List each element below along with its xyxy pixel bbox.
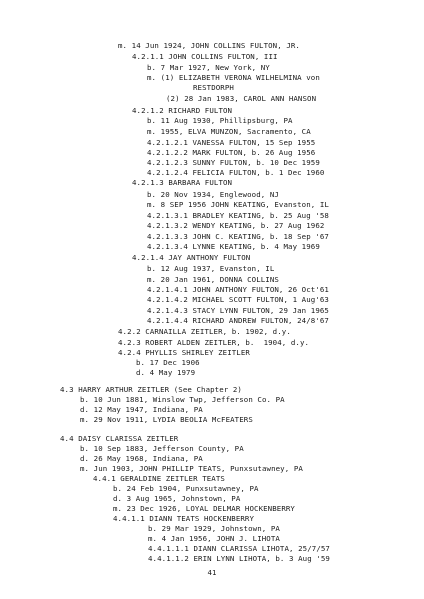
text-line: 4.2.1.2.3 SUNNY FULTON, b. 10 Dec 1959 [147, 158, 320, 167]
text-line: 4.4.1 GERALDINE ZEITLER TEATS [93, 474, 225, 483]
text-line: m. Jun 1903, JOHN PHILLIP TEATS, Punxsutawney, PA [80, 464, 303, 473]
text-line: b. 12 Aug 1937, Evanston, IL [147, 264, 275, 273]
text-line: d. 3 Aug 1965, Johnstown, PA [113, 494, 241, 503]
text-line: 4.2.1.4.1 JOHN ANTHONY FULTON, 26 Oct'61 [147, 285, 329, 294]
text-line: b. 24 Feb 1904, Punxsutawney, PA [113, 484, 259, 493]
page-number: 41 [207, 568, 217, 577]
text-line: m. 1955, ELVA MUNZON, Sacramento, CA [147, 127, 311, 136]
text-line: 4.2.1.4 JAY ANTHONY FULTON [132, 253, 251, 262]
text-line: m. 8 SEP 1956 JOHN KEATING, Evanston, IL [147, 200, 329, 209]
text-line: (2) 28 Jan 1983, CAROL ANN HANSON [166, 94, 317, 103]
text-line: 4.2.1.2.2 MARK FULTON, b. 26 Aug 1956 [147, 148, 316, 157]
text-line: b. 29 Mar 1929, Johnstown, PA [148, 524, 280, 533]
text-line: 4.2.1.3.4 LYNNE KEATING, b. 4 May 1969 [147, 242, 320, 251]
text-line: b. 11 Aug 1930, Phillipsburg, PA [147, 116, 293, 125]
text-line: 4.4.1.1 DIANN TEATS HOCKENBERRY [113, 514, 255, 523]
text-line: 4.4 DAISY CLARISSA ZEITLER [60, 434, 179, 443]
text-line: m. 4 Jan 1956, JOHN J. LIHOTA [148, 534, 280, 543]
text-line: 4.2.4 PHYLLIS SHIRLEY ZEITLER [118, 348, 250, 357]
text-line: 4.4.1.1.2 ERIN LYNN LIHOTA, b. 3 Aug '59 [148, 554, 330, 563]
text-line: 4.2.1.3.3 JOHN C. KEATING, b. 18 Sep '67 [147, 232, 329, 241]
text-line: m. 14 Jun 1924, JOHN COLLINS FULTON, JR. [118, 41, 300, 50]
text-line: 4.2.1.3.2 WENDY KEATING, b. 27 Aug 1962 [147, 221, 325, 230]
text-line: 4.2.1.4.2 MICHAEL SCOTT FULTON, 1 Aug'63 [147, 295, 329, 304]
text-line: m. 20 Jan 1961, DONNA COLLINS [147, 275, 279, 284]
text-line: m. (1) ELIZABETH VERONA WILHELMINA von [147, 73, 320, 82]
text-line: m. 23 Dec 1926, LOYAL DELMAR HOCKENBERRY [113, 504, 295, 513]
text-line: RESTDORPH [193, 83, 234, 92]
text-line: b. 10 Sep 1883, Jefferson County, PA [80, 444, 244, 453]
text-line: b. 10 Jun 1881, Winslow Twp, Jefferson Co. PA [80, 395, 285, 404]
text-line: 4.3 HARRY ARTHUR ZEITLER (See Chapter 2) [60, 385, 242, 394]
text-line: 4.2.1.1 JOHN COLLINS FULTON, III [132, 52, 278, 61]
text-line: d. 26 May 1968, Indiana, PA [80, 454, 203, 463]
text-line: 4.2.1.2 RICHARD FULTON [132, 106, 233, 115]
text-line: m. 29 Nov 1911, LYDIA BEOLIA McFEATERS [80, 415, 253, 424]
text-line: 4.2.1.3 BARBARA FULTON [132, 178, 233, 187]
text-line: 4.2.1.2.1 VANESSA FULTON, 15 Sep 1955 [147, 138, 316, 147]
text-line: b. 17 Dec 1906 [136, 358, 200, 367]
text-line: 4.2.3 ROBERT ALDEN ZEITLER, b. 1904, d.y. [118, 338, 310, 347]
text-line: 4.2.1.3.1 BRADLEY KEATING, b. 25 Aug '58 [147, 211, 329, 220]
text-line: d. 4 May 1979 [136, 368, 196, 377]
text-line: 4.2.1.2.4 FELICIA FULTON, b. 1 Dec 1960 [147, 168, 325, 177]
text-line: d. 12 May 1947, Indiana, PA [80, 405, 203, 414]
text-line: 4.4.1.1.1 DIANN CLARISSA LIHOTA, 25/7/57 [148, 544, 330, 553]
text-line: 4.2.1.4.4 RICHARD ANDREW FULTON, 24/8'67 [147, 316, 329, 325]
text-line: b. 7 Mar 1927, New York, NY [147, 63, 270, 72]
text-line: b. 20 Nov 1934, Englewood, NJ [147, 190, 279, 199]
text-line: 4.2.1.4.3 STACY LYNN FULTON, 29 Jan 1965 [147, 306, 329, 315]
text-line: 4.2.2 CARNAILLA ZEITLER, b. 1902, d.y. [118, 327, 291, 336]
